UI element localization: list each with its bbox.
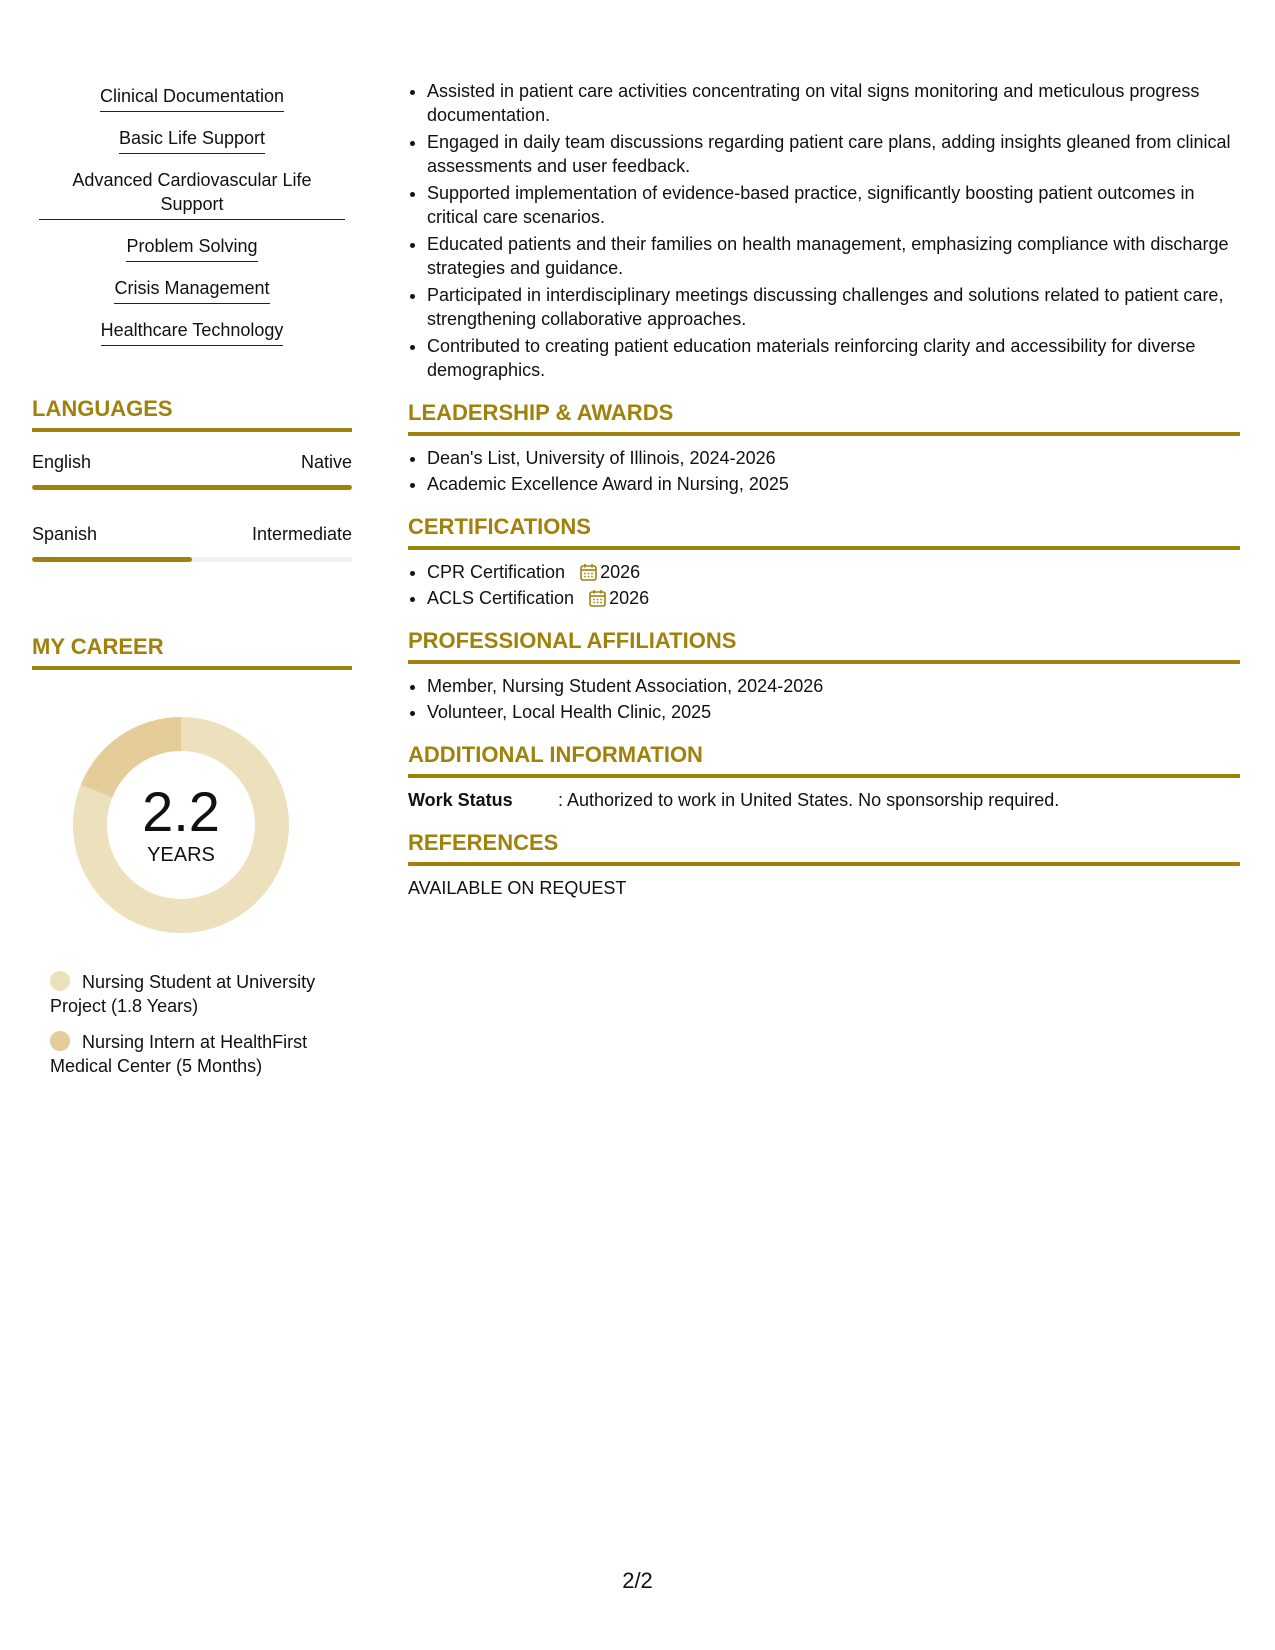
skill-label: Crisis Management [114,276,269,304]
legend-dot [50,971,70,991]
right-column [408,79,1240,900]
donut-center-label [66,780,296,868]
language-proficiency-bar [32,557,352,562]
language-proficiency-bar [32,485,352,490]
references-text: AVAILABLE ON REQUEST [408,878,627,898]
languages-heading: LANGUAGES [32,396,352,432]
skill-item [32,318,352,346]
skill-label: Problem Solving [126,234,257,262]
career-donut-chart [66,710,296,940]
language-proficiency-fill [32,557,192,562]
legend-label: Nursing Intern at HealthFirst Medical Center (5 Months) [50,1032,308,1076]
language-item [32,450,352,490]
skill-label: Clinical Documentation [100,84,284,112]
skills-list [32,84,352,346]
language-level: Intermediate [251,524,352,544]
language-name: English [32,452,92,472]
career-heading: MY CAREER [32,634,352,670]
skill-item [32,234,352,262]
work-status-row [408,788,1240,812]
skill-label: Advanced Cardiovascular Life Support [39,168,345,220]
language-name: Spanish [32,524,98,544]
affiliations-list [408,674,1240,724]
affiliation-item: • Member, Nursing Student Association, 2024-2026 [427,674,1240,698]
skill-label: Healthcare Technology [101,318,284,346]
work-status-value: : Authorized to work in United States. No sponsorship required. [558,790,1060,810]
legend-dot [50,1031,70,1051]
work-status-label: Work Status [408,790,513,810]
affiliations-heading: PROFESSIONAL AFFILIATIONS [408,628,1240,664]
leadership-heading: LEADERSHIP & AWARDS [408,400,1240,436]
language-item [32,522,352,562]
leadership-list [408,446,1240,496]
certifications-list [408,560,1240,610]
experience-bullet: • Educated patients and their families on health management, emphasizing compliance with discharge strategies and guidance. [427,232,1240,280]
experience-bullet: • Contributed to creating patient education materials reinforcing clarity and accessibility for diverse demographics. [427,334,1240,382]
legend-item [50,970,340,1018]
affiliation-item: • Volunteer, Local Health Clinic, 2025 [427,700,1240,724]
calendar-icon [589,589,606,607]
certification-item [427,560,1240,584]
page-indicator: 2/2 [622,1568,653,1593]
certification-year: 2026 [600,562,641,582]
calendar-icon [580,563,597,581]
certification-name: CPR Certification [427,562,566,582]
career-total-unit: YEARS [147,844,215,866]
left-column [32,84,352,1090]
experience-bullet: • Supported implementation of evidence-based practice, significantly boosting patient outcomes in critical care scenarios. [427,181,1240,229]
experience-bullets [408,79,1240,382]
skill-item [32,276,352,304]
references-heading: REFERENCES [408,830,1240,866]
certifications-heading: CERTIFICATIONS [408,514,1240,550]
leadership-item: • Dean's List, University of Illinois, 2024-2026 [427,446,1240,470]
skill-item [32,84,352,112]
skill-item [32,126,352,154]
skill-label: Basic Life Support [119,126,265,154]
career-legend [50,970,340,1078]
certification-item [427,586,1240,610]
career-total-years: 2.2 [142,780,220,843]
additional-info-heading: ADDITIONAL INFORMATION [408,742,1240,778]
experience-bullet: • Participated in interdisciplinary meetings discussing challenges and solutions related to patient care, strengthening collaborative approaches. [427,283,1240,331]
experience-bullet: • Assisted in patient care activities concentrating on vital signs monitoring and meticulous progress documentation. [427,79,1240,127]
experience-bullet: • Engaged in daily team discussions regarding patient care plans, adding insights gleaned from clinical assessments and user feedback. [427,130,1240,178]
certification-year: 2026 [609,588,650,608]
language-proficiency-fill [32,485,352,490]
language-level: Native [300,452,352,472]
certification-name: ACLS Certification [427,588,575,608]
legend-item [50,1030,340,1078]
leadership-item: • Academic Excellence Award in Nursing, 2025 [427,472,1240,496]
legend-label: Nursing Student at University Project (1.8 Years) [50,972,316,1016]
skill-item [32,168,352,220]
